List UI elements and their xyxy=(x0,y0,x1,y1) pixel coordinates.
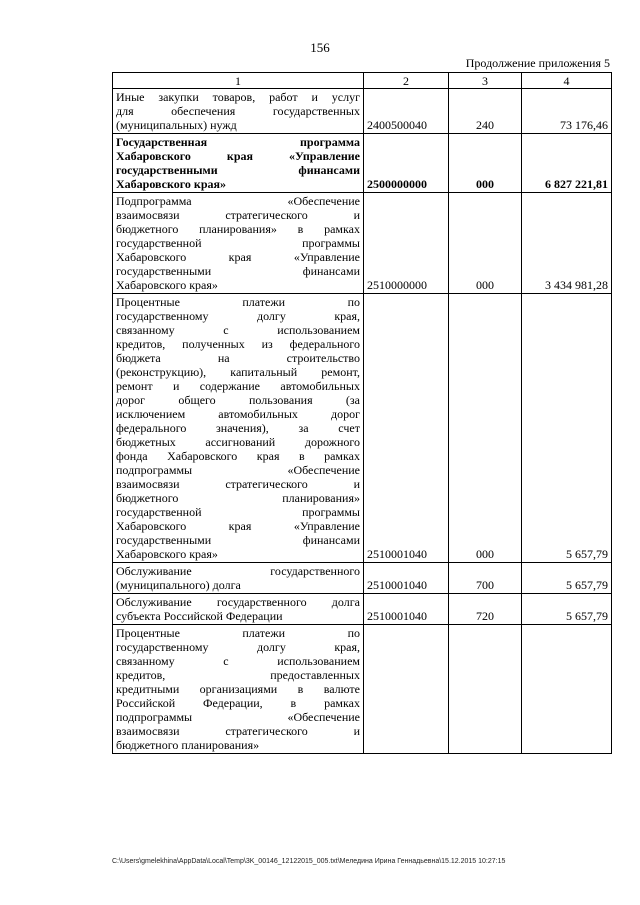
row-description xyxy=(113,294,364,563)
description-line: Обслуживание государственного долга xyxy=(116,595,360,609)
row-type: 720 xyxy=(449,594,522,625)
description-line: Российской Федерации, в рамках xyxy=(116,696,360,710)
description-line: Хабаровского края «Управление xyxy=(116,250,360,264)
description-line: ремонт и содержание автомобильных xyxy=(116,379,360,393)
row-code: 2500000000 xyxy=(364,134,449,193)
header-cell-4: 4 xyxy=(522,73,612,89)
description-line: бюджетного планирования» xyxy=(116,491,360,505)
description-line: бюджетных ассигнований дорожного xyxy=(116,435,360,449)
description-line: взаимосвязи стратегического и xyxy=(116,724,360,738)
row-type: 000 xyxy=(449,193,522,294)
description-line: исключением автомобильных дорог xyxy=(116,407,360,421)
description-line: фонда Хабаровского края в рамках xyxy=(116,449,360,463)
header-cell-1: 1 xyxy=(113,73,364,89)
description-line: субъекта Российской Федерации xyxy=(116,609,283,623)
table-row xyxy=(113,594,612,625)
row-amount: 3 434 981,28 xyxy=(522,193,612,294)
description-line: Хабаровского края» xyxy=(116,278,218,292)
budget-table xyxy=(112,72,612,754)
header-cell-3: 3 xyxy=(449,73,522,89)
table-row xyxy=(113,294,612,563)
description-line: кредитными организациями в валюте xyxy=(116,682,360,696)
description-line: для обеспечения государственных xyxy=(116,104,360,118)
continuation-label: Продолжение приложения 5 xyxy=(465,56,610,70)
description-line: бюджета на строительство xyxy=(116,351,360,365)
table-row xyxy=(113,625,612,754)
row-amount: 5 657,79 xyxy=(522,594,612,625)
description-line: бюджетного планирования» в рамках xyxy=(116,222,360,236)
description-line: Процентные платежи по xyxy=(116,295,360,309)
description-line: взаимосвязи стратегического и xyxy=(116,477,360,491)
description-line: кредитов, полученных из федерального xyxy=(116,337,360,351)
row-amount: 5 657,79 xyxy=(522,563,612,594)
description-line: государственной программы xyxy=(116,236,360,250)
row-code: 2510001040 xyxy=(364,563,449,594)
row-code: 2510000000 xyxy=(364,193,449,294)
description-line: Иные закупки товаров, работ и услуг xyxy=(116,90,360,104)
row-type: 000 xyxy=(449,294,522,563)
table-row xyxy=(113,134,612,193)
row-description xyxy=(113,89,364,134)
row-amount: 6 827 221,81 xyxy=(522,134,612,193)
table-body xyxy=(113,89,612,754)
description-line: дорог общего пользования (за xyxy=(116,393,360,407)
description-line: связанному с использованием xyxy=(116,323,360,337)
description-line: Хабаровского края «Управление xyxy=(116,149,360,163)
table-row xyxy=(113,193,612,294)
page-number: 156 xyxy=(310,40,330,55)
footer-file-path: C:\Users\gmelekhina\AppData\Local\Temp\3K_00146_12122015_005.txt\Меледина Ирина Геннадьевна\15.12.2015 10:27:15 xyxy=(112,858,506,865)
description-line: государственному долгу края, xyxy=(116,309,360,323)
description-line: федерального значения), за счет xyxy=(116,421,360,435)
row-type: 000 xyxy=(449,134,522,193)
row-code: 2400500040 xyxy=(364,89,449,134)
description-line: бюджетного планирования» xyxy=(116,738,260,752)
description-line: Процентные платежи по xyxy=(116,626,360,640)
header-cell-2: 2 xyxy=(364,73,449,89)
header-row xyxy=(113,73,612,89)
description-line: (реконструкцию), капитальный ремонт, xyxy=(116,365,360,379)
description-line: государственными финансами xyxy=(116,264,360,278)
row-code xyxy=(364,625,449,754)
description-line: Хабаровского края» xyxy=(116,547,218,561)
row-description xyxy=(113,134,364,193)
description-line: государственными финансами xyxy=(116,533,360,547)
row-amount xyxy=(522,625,612,754)
description-line: Хабаровского края «Управление xyxy=(116,519,360,533)
description-line: кредитов, предоставленных xyxy=(116,668,360,682)
row-amount: 73 176,46 xyxy=(522,89,612,134)
description-line: государственному долгу края, xyxy=(116,640,360,654)
description-line: Подпрограмма «Обеспечение xyxy=(116,194,360,208)
table-row xyxy=(113,563,612,594)
description-line: подпрограммы «Обеспечение xyxy=(116,710,360,724)
description-line: связанному с использованием xyxy=(116,654,360,668)
row-type: 700 xyxy=(449,563,522,594)
row-amount: 5 657,79 xyxy=(522,294,612,563)
row-description xyxy=(113,563,364,594)
row-code: 2510001040 xyxy=(364,294,449,563)
description-line: Обслуживание государственного xyxy=(116,564,360,578)
description-line: (муниципального) долга xyxy=(116,578,241,592)
description-line: Хабаровского края» xyxy=(116,177,226,191)
description-line: (муниципальных) нужд xyxy=(116,118,237,132)
row-type: 240 xyxy=(449,89,522,134)
table-row xyxy=(113,89,612,134)
description-line: государственными финансами xyxy=(116,163,360,177)
description-line: Государственная программа xyxy=(116,135,360,149)
description-line: подпрограммы «Обеспечение xyxy=(116,463,360,477)
description-line: взаимосвязи стратегического и xyxy=(116,208,360,222)
row-code: 2510001040 xyxy=(364,594,449,625)
row-description xyxy=(113,625,364,754)
row-description xyxy=(113,594,364,625)
row-type xyxy=(449,625,522,754)
description-line: государственной программы xyxy=(116,505,360,519)
row-description xyxy=(113,193,364,294)
